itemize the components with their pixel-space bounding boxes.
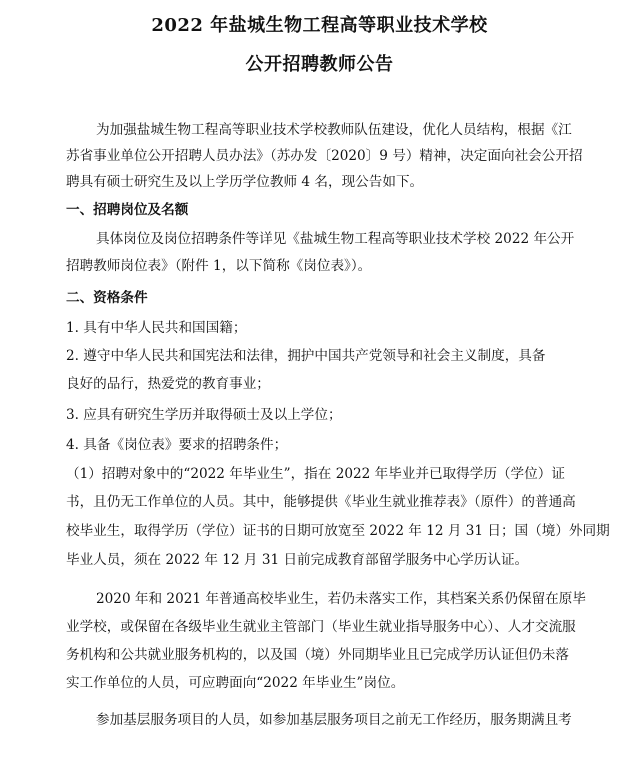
document-subtitle: 公开招聘教师公告: [245, 54, 394, 75]
intro-line-1: 为加强盐城生物工程高等职业技术学校教师队伍建设，优化人员结构，根据《江: [96, 122, 572, 138]
section-heading-positions: 一、招聘岗位及名额: [66, 202, 189, 218]
condition-2-line-1: 2. 遵守中华人民共和国宪法和法律，拥护中国共产党领导和社会主义制度，具备: [66, 348, 546, 364]
para-2-line-4: 实工作单位的人员，可应聘面向“2022 年毕业生”岗位。: [66, 675, 405, 691]
para-2-line-1: 2020 年和 2021 年普通高校毕业生，若仍未落实工作，其档案关系仍保留在原毕: [96, 591, 586, 607]
condition-4: 4. 具备《岗位表》要求的招聘条件；: [66, 437, 288, 453]
para-3-line-1: 参加基层服务项目的人员，如参加基层服务项目之前无工作经历，服务期满且考: [96, 712, 572, 728]
condition-3: 3. 应具有研究生学历并取得硕士及以上学位；: [66, 407, 342, 423]
document-title: 2022 年盐城生物工程高等职业技术学校: [151, 15, 488, 36]
item-1-line-1: （1）招聘对象中的“2022 年毕业生”，指在 2022 年毕业并已取得学历（学位）证: [66, 466, 565, 482]
condition-2-line-2: 良好的品行，热爱党的教育事业；: [66, 376, 270, 392]
section-heading-qualifications: 二、资格条件: [66, 290, 148, 306]
item-1-line-3: 校毕业生，取得学历（学位）证书的日期可放宽至 2022 年 12 月 31 日；国（境）外同期: [66, 523, 610, 539]
para-2-line-2: 业学校，或保留在各级毕业生就业主管部门（毕业生就业指导服务中心）、人才交流服: [66, 619, 576, 635]
item-1-line-4: 毕业人员，须在 2022 年 12 月 31 日前完成教育部留学服务中心学历认证。: [66, 552, 529, 568]
positions-line-1: 具体岗位及岗位招聘条件等详见《盐城生物工程高等职业技术学校 2022 年公开: [96, 231, 575, 247]
positions-line-2: 招聘教师岗位表》（附件 1，以下简称《岗位表》）。: [66, 258, 372, 274]
item-1-line-2: 书，且仍无工作单位的人员。其中，能够提供《毕业生就业推荐表》（原件）的普通高: [66, 494, 576, 510]
condition-1: 1. 具有中华人民共和国国籍；: [66, 320, 247, 336]
intro-line-2: 苏省事业单位公开招聘人员办法》（苏办发〔2020〕9 号）精神，决定面向社会公开招: [66, 148, 583, 164]
intro-line-3: 聘具有硕士研究生及以上学历学位教师 4 名，现公告如下。: [66, 174, 424, 190]
para-2-line-3: 务机构和公共就业服务机构的，以及国（境）外同期毕业且已完成学历认证但仍未落: [66, 647, 569, 663]
